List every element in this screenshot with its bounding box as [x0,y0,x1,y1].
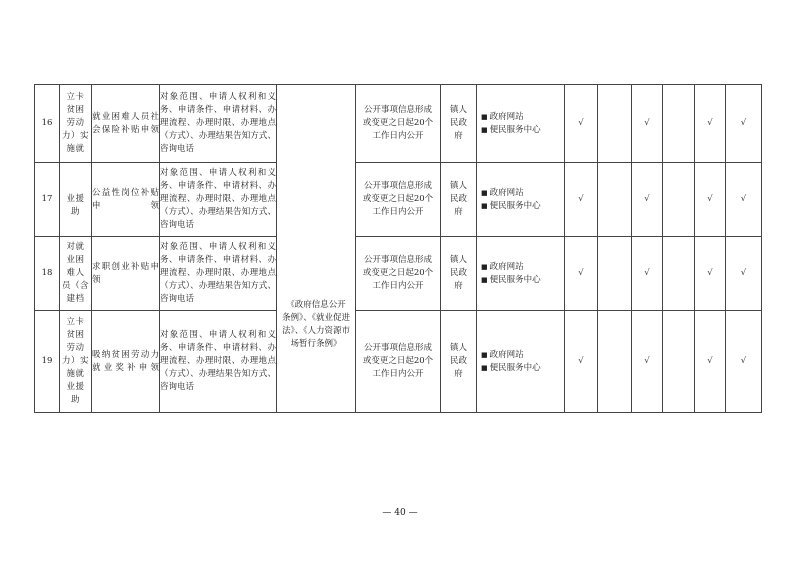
check-mark: √ [695,163,726,237]
empty-cell [663,85,695,163]
check-mark: √ [632,163,663,237]
check-mark: √ [632,237,663,311]
table-row [35,163,762,237]
check-mark: √ [565,311,598,413]
channel-cell: ■ 政府网站 ■ 便民服务中心 [477,85,565,163]
check-mark: √ [695,311,726,413]
empty-cell [663,237,695,311]
content-cell: 对象范围、申请人权利和义 务、申请条件、申请材料、办 理流程、办理时限、办理地点 （方式）、办理结果告知方式、 咨询电话 [160,237,277,311]
subject-cell: 镇人 民政 府 [441,311,477,413]
disclosure-table [34,84,762,413]
table-row [35,237,762,311]
check-mark: √ [565,85,598,163]
content-cell: 对象范围、申请人权利和义 务、申请条件、申请材料、办 理流程、办理时限、办理地点 （方式）、办理结果告知方式、 咨询电话 [160,311,277,413]
subject-cell: 镇人 民政 府 [441,85,477,163]
empty-cell [598,163,632,237]
row-number: 17 [35,163,60,237]
table-row [35,85,762,163]
timeline-cell: 公开事项信息形成 或变更之日起20个 工作日内公开 [356,311,441,413]
check-mark: √ [695,85,726,163]
content-cell: 对象范围、申请人权利和义 务、申请条件、申请材料、办 理流程、办理时限、办理地点 （方式）、办理结果告知方式、 咨询电话 [160,85,277,163]
check-mark: √ [632,311,663,413]
basis-cell: 《政府信息公开 条例》、《就业促进 法》、《人力资源市 场暂行条例》 [277,85,356,413]
check-mark: √ [726,163,762,237]
channel-cell: ■ 政府网站 ■ 便民服务中心 [477,311,565,413]
page-number: — 40 — [382,508,418,518]
empty-cell [598,237,632,311]
channel-cell: ■ 政府网站 ■ 便民服务中心 [477,163,565,237]
category-cell: 业援 助 [60,163,92,237]
category-cell: 立卡 贫困 劳动 力）实 施就 业援 助 [60,311,92,413]
timeline-cell: 公开事项信息形成 或变更之日起20个 工作日内公开 [356,163,441,237]
check-mark: √ [726,311,762,413]
empty-cell [598,85,632,163]
row-number: 16 [35,85,60,163]
row-number: 19 [35,311,60,413]
check-mark: √ [565,163,598,237]
item-cell: 公益性岗位补贴申领 [92,163,160,237]
timeline-cell: 公开事项信息形成 或变更之日起20个 工作日内公开 [356,85,441,163]
check-mark: √ [695,237,726,311]
empty-cell [598,311,632,413]
item-cell: 就业困难人员社会保险补贴申领 [92,85,160,163]
content-cell: 对象范围、申请人权利和义 务、申请条件、申请材料、办 理流程、办理时限、办理地点 （方式）、办理结果告知方式、 咨询电话 [160,163,277,237]
check-mark: √ [726,85,762,163]
timeline-cell: 公开事项信息形成 或变更之日起20个 工作日内公开 [356,237,441,311]
channel-cell: ■ 政府网站 ■ 便民服务中心 [477,237,565,311]
table-row [35,311,762,413]
empty-cell [663,163,695,237]
subject-cell: 镇人 民政 府 [441,163,477,237]
empty-cell [663,311,695,413]
check-mark: √ [632,85,663,163]
item-cell: 吸纳贫困劳动力就业奖补申领 [92,311,160,413]
category-cell: 立卡 贫困 劳动 力）实 施就 [60,85,92,163]
item-cell: 求职创业补贴申领 [92,237,160,311]
check-mark: √ [565,237,598,311]
category-cell: 对就 业困 难人 员（含 建档 [60,237,92,311]
row-number: 18 [35,237,60,311]
check-mark: √ [726,237,762,311]
subject-cell: 镇人 民政 府 [441,237,477,311]
